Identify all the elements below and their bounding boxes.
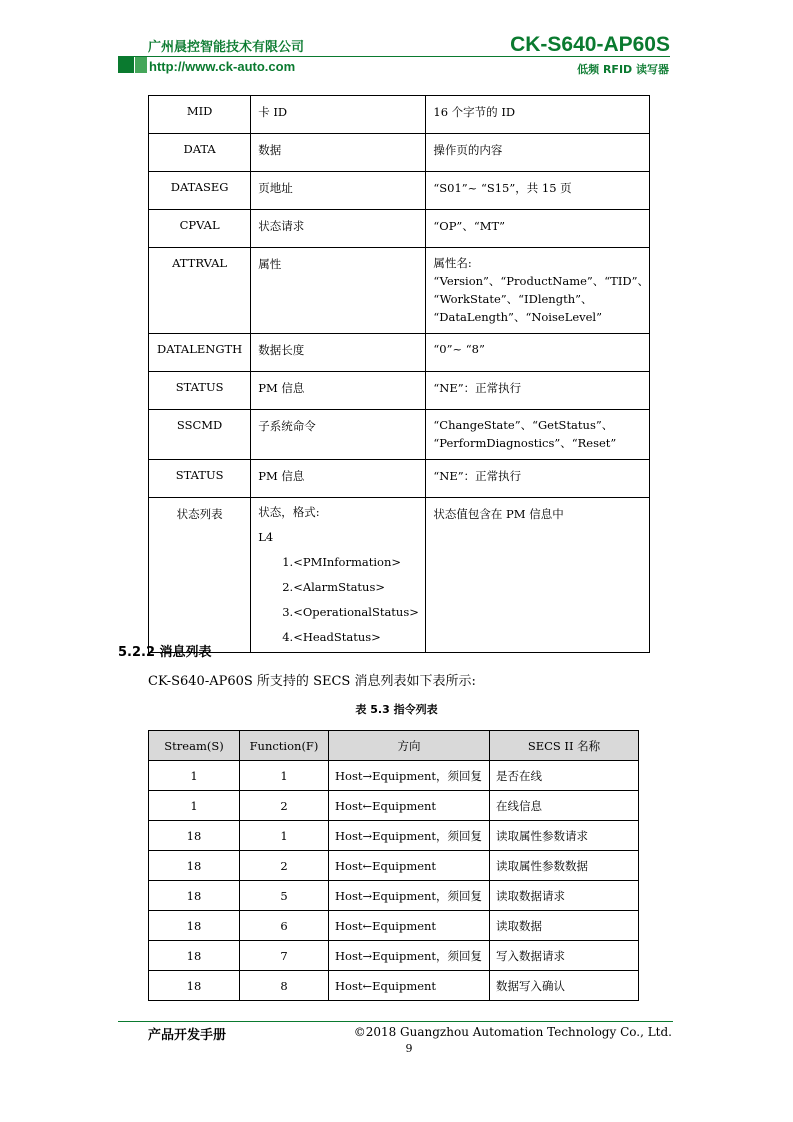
table-row [149, 248, 650, 334]
value-line: “Version”、“ProductName”、“TID”、 [433, 274, 649, 288]
cell-secs-name: 在线信息 [490, 791, 639, 821]
param-value: “0”~ “8” [426, 334, 650, 372]
desc-line: 2.<AlarmStatus> [282, 580, 385, 594]
param-desc: 页地址 [251, 172, 426, 210]
param-name: DATASEG [149, 172, 251, 210]
company-name: 广州晨控智能技术有限公司 [148, 40, 305, 55]
cell-stream: 18 [149, 851, 240, 881]
cell-direction: Host→Equipment，须回复 [329, 761, 490, 791]
cell-stream: 18 [149, 821, 240, 851]
value-line: “DataLength”、“NoiseLevel” [433, 310, 602, 324]
table-row [149, 372, 650, 410]
table-row [149, 941, 639, 971]
table-row [149, 851, 639, 881]
cell-function: 6 [240, 911, 329, 941]
param-name: CPVAL [149, 210, 251, 248]
table-row [149, 911, 639, 941]
col-header-function: Function(F) [240, 731, 329, 761]
command-table [148, 730, 639, 1001]
cell-secs-name: 读取数据请求 [490, 881, 639, 911]
param-desc: 数据 [251, 134, 426, 172]
cell-direction: Host→Equipment，须回复 [329, 881, 490, 911]
param-value: 16 个字节的 ID [426, 96, 650, 134]
desc-line: 4.<HeadStatus> [282, 630, 381, 644]
desc-line: 1.<PMInformation> [282, 555, 401, 569]
param-name: SSCMD [149, 410, 251, 460]
cell-direction: Host←Equipment [329, 911, 490, 941]
table-row [149, 96, 650, 134]
table-row [149, 498, 650, 653]
param-name: STATUS [149, 372, 251, 410]
table-caption: 表 5.3 指令列表 [355, 703, 438, 716]
table-row [149, 410, 650, 460]
section-heading: 5.2.2 消息列表 [118, 645, 212, 660]
page-number: 9 [405, 1042, 413, 1055]
company-url[interactable]: http://www.ck-auto.com [149, 59, 296, 74]
param-value: 操作页的内容 [426, 134, 650, 172]
footer-divider [118, 1021, 673, 1022]
param-value: “NE”：正常执行 [426, 372, 650, 410]
param-desc: 属性 [251, 248, 426, 334]
table-row [149, 334, 650, 372]
table-row [149, 460, 650, 498]
table-header-row [149, 731, 639, 761]
cell-secs-name: 数据写入确认 [490, 971, 639, 1001]
product-subtitle: 低频 RFID 读写器 [577, 63, 669, 76]
value-line: “WorkState”、“IDlength”、 [433, 292, 593, 306]
param-value [426, 248, 650, 334]
cell-function: 1 [240, 761, 329, 791]
param-value: “OP”、“MT” [426, 210, 650, 248]
cell-function: 5 [240, 881, 329, 911]
section-intro: CK-S640-AP60S 所支持的 SECS 消息列表如下表所示: [148, 674, 476, 689]
parameter-table [148, 95, 650, 653]
cell-stream: 18 [149, 881, 240, 911]
cell-secs-name: 读取数据 [490, 911, 639, 941]
desc-line: L4 [258, 530, 274, 544]
table-row [149, 881, 639, 911]
cell-function: 2 [240, 791, 329, 821]
footer-copyright: ©2018 Guangzhou Automation Technology Co., Ltd. [353, 1025, 672, 1039]
param-name: DATA [149, 134, 251, 172]
param-desc: 子系统命令 [251, 410, 426, 460]
param-name: ATTRVAL [149, 248, 251, 334]
value-line: 属性名: [433, 256, 472, 270]
header-divider [118, 56, 670, 57]
cell-stream: 18 [149, 941, 240, 971]
param-name: STATUS [149, 460, 251, 498]
param-value: “NE”：正常执行 [426, 460, 650, 498]
cell-stream: 1 [149, 791, 240, 821]
cell-direction: Host→Equipment，须回复 [329, 821, 490, 851]
param-desc [251, 498, 426, 653]
desc-line: 3.<OperationalStatus> [282, 605, 419, 619]
table-row [149, 134, 650, 172]
col-header-secs-name: SECS II 名称 [490, 731, 639, 761]
col-header-direction: 方向 [329, 731, 490, 761]
param-name: DATALENGTH [149, 334, 251, 372]
table-row [149, 210, 650, 248]
param-value: 状态值包含在 PM 信息中 [426, 498, 650, 653]
param-desc: 数据长度 [251, 334, 426, 372]
param-value [426, 410, 650, 460]
cell-function: 8 [240, 971, 329, 1001]
cell-stream: 1 [149, 761, 240, 791]
cell-secs-name: 写入数据请求 [490, 941, 639, 971]
table-row [149, 971, 639, 1001]
param-name: MID [149, 96, 251, 134]
product-model: CK-S640-AP60S [510, 33, 670, 56]
cell-stream: 18 [149, 911, 240, 941]
param-desc: PM 信息 [251, 460, 426, 498]
cell-function: 2 [240, 851, 329, 881]
cell-direction: Host→Equipment，须回复 [329, 941, 490, 971]
table-row [149, 172, 650, 210]
param-name: 状态列表 [149, 498, 251, 653]
cell-function: 7 [240, 941, 329, 971]
value-line: “ChangeState”、“GetStatus”、 [433, 418, 614, 432]
cell-stream: 18 [149, 971, 240, 1001]
value-line: “PerformDiagnostics”、“Reset” [433, 436, 617, 450]
cell-secs-name: 是否在线 [490, 761, 639, 791]
param-desc: 状态请求 [251, 210, 426, 248]
cell-direction: Host←Equipment [329, 971, 490, 1001]
table-row [149, 761, 639, 791]
cell-direction: Host←Equipment [329, 791, 490, 821]
cell-function: 1 [240, 821, 329, 851]
table-row [149, 791, 639, 821]
cell-direction: Host←Equipment [329, 851, 490, 881]
cell-secs-name: 读取属性参数请求 [490, 821, 639, 851]
param-value: “S01”~ “S15”，共 15 页 [426, 172, 650, 210]
param-desc: 卡 ID [251, 96, 426, 134]
desc-line: 状态，格式: [258, 505, 320, 519]
cell-secs-name: 读取属性参数数据 [490, 851, 639, 881]
footer-manual-title: 产品开发手册 [148, 1028, 227, 1043]
col-header-stream: Stream(S) [149, 731, 240, 761]
param-desc: PM 信息 [251, 372, 426, 410]
table-row [149, 821, 639, 851]
